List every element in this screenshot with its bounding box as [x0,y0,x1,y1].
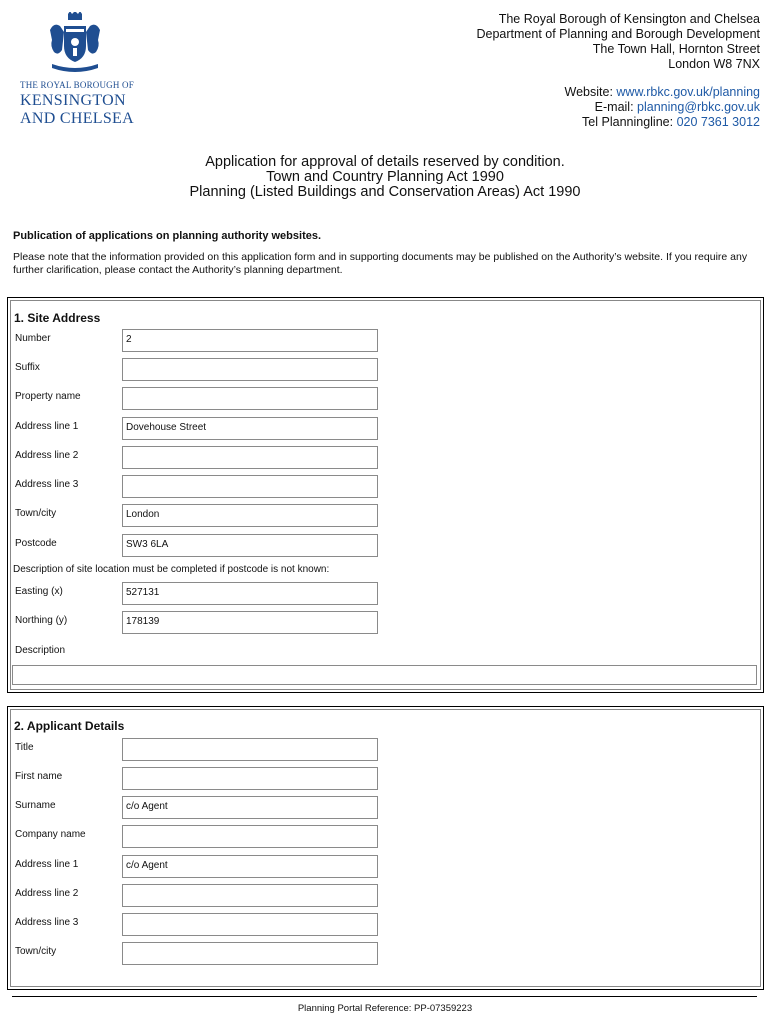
logo-text-small: THE ROYAL BOROUGH OF [20,80,134,90]
website-link[interactable]: www.rbkc.gov.uk/planning [616,85,760,99]
applicant-address-line-1-field[interactable]: c/o Agent [122,855,378,878]
applicant-details-section [7,706,764,990]
footer-divider [12,996,757,997]
address-line-3-field[interactable] [122,475,378,498]
field-label: Suffix [15,362,40,373]
publication-heading: Publication of applications on planning authority websites. [13,230,322,242]
number-field[interactable]: 2 [122,329,378,352]
title-field[interactable] [122,738,378,761]
location-note: Description of site location must be completed if postcode is not known: [13,564,330,575]
field-label: Surname [15,800,56,811]
address-line: The Town Hall, Hornton Street [592,42,760,56]
logo-text-line2: AND CHELSEA [20,110,134,127]
tel-label: Tel Planningline: [582,115,674,129]
applicant-address-line-2-field[interactable] [122,884,378,907]
address-line-2-field[interactable] [122,446,378,469]
field-label: Description [15,645,66,656]
field-label: Address line 2 [15,450,79,461]
field-label: Town/city [15,508,57,519]
coat-of-arms-icon [44,12,106,74]
address-line: Department of Planning and Borough Development [476,27,760,41]
site-address-section [7,297,764,693]
field-label: Northing (y) [15,615,68,626]
section-title: 1. Site Address [14,311,101,325]
email-label: E-mail: [594,100,634,114]
field-label: Address line 3 [15,917,79,928]
section-title: 2. Applicant Details [14,719,125,733]
first-name-field[interactable] [122,767,378,790]
easting-field[interactable]: 527131 [122,582,378,605]
field-label: First name [15,771,63,782]
address-line: The Royal Borough of Kensington and Chelsea [498,12,760,26]
town-city-field[interactable]: London [122,504,378,527]
field-label: Address line 1 [15,421,79,432]
field-label: Company name [15,829,86,840]
field-label: Address line 3 [15,479,79,490]
property-name-field[interactable] [122,387,378,410]
field-label: Title [15,742,34,753]
surname-field[interactable]: c/o Agent [122,796,378,819]
description-field[interactable] [12,665,757,685]
field-label: Property name [15,391,81,402]
applicant-address-line-3-field[interactable] [122,913,378,936]
logo-text-line1: KENSINGTON [20,92,126,109]
northing-field[interactable]: 178139 [122,611,378,634]
company-name-field[interactable] [122,825,378,848]
website-label: Website: [564,85,613,99]
address-line-1-field[interactable]: Dovehouse Street [122,417,378,440]
publication-text: Please note that the information provided on this application form and in supporting documents may be published on the Authority’s website. If you require any further clarification, please contact the Authority’s planning department. [13,251,748,276]
postcode-field[interactable]: SW3 6LA [122,534,378,557]
field-label: Town/city [15,946,57,957]
field-label: Postcode [15,538,57,549]
title-line: Application for approval of details reserved by condition. [205,154,565,170]
form-title [0,155,770,200]
field-label: Easting (x) [15,586,63,597]
suffix-field[interactable] [122,358,378,381]
applicant-town-city-field[interactable] [122,942,378,965]
field-label: Address line 2 [15,888,79,899]
address-line: London W8 7NX [668,57,760,71]
title-line: Town and Country Planning Act 1990 [266,169,504,185]
title-line: Planning (Listed Buildings and Conservation Areas) Act 1990 [189,184,581,200]
field-label: Number [15,333,51,344]
council-address [476,12,760,72]
portal-reference: Planning Portal Reference: PP-07359223 [297,1003,473,1014]
tel-number: 020 7361 3012 [676,115,760,129]
email-link[interactable]: planning@rbkc.gov.uk [637,100,760,114]
contact-details [565,85,760,130]
field-label: Address line 1 [15,859,79,870]
